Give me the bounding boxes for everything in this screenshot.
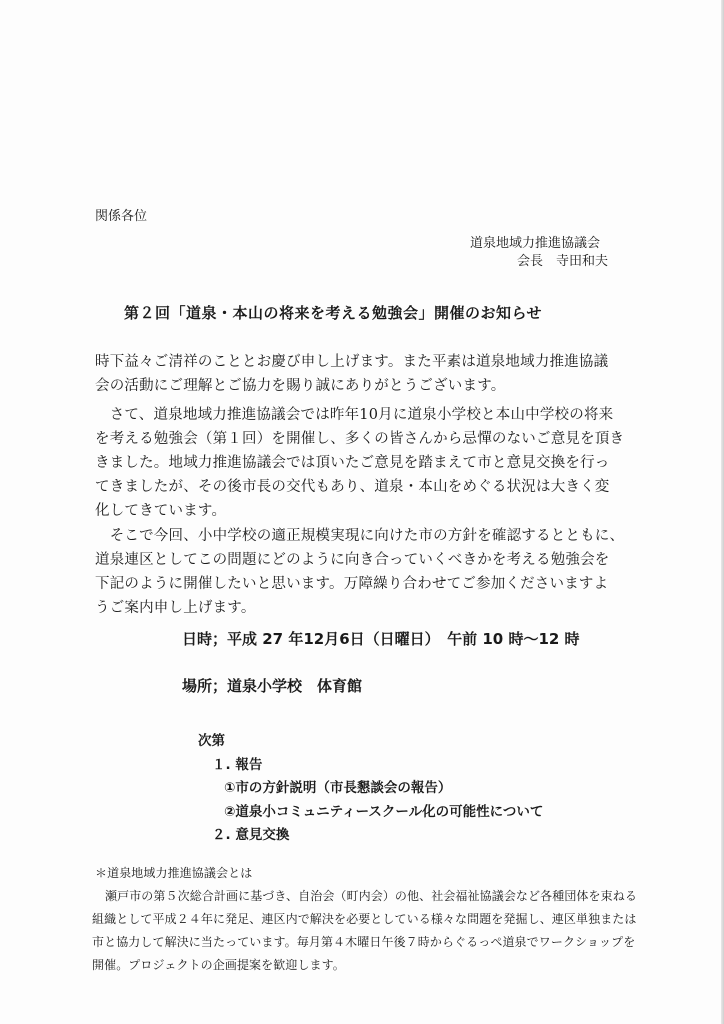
agenda-subitem: ①市の方針説明（市長懇談会の報告） xyxy=(224,780,452,796)
agenda-subitem: ②道泉小コミュニティースクール化の可能性について xyxy=(224,804,544,820)
event-datetime: 日時；平成 27 年12月6日（日曜日） 午前 10 時～12 時 xyxy=(182,630,580,648)
body-line: てきましたが、その後市長の交代もあり、道泉・本山をめぐる状況は大きく変 xyxy=(95,479,610,495)
addressee: 関係各位 xyxy=(95,209,148,224)
agenda-item: ２. 意見交換 xyxy=(212,827,290,843)
body-line: 道泉連区としてこの問題にどのように向き合っていくべきかを考える勉強会を xyxy=(95,552,610,568)
body-line: 下記のように開催したいと思います。万障繰り合わせてご参加くださいますよ xyxy=(95,576,609,592)
body-line: を考える勉強会（第１回）を開催し、多くの皆さんから忌憚のないご意見を頂き xyxy=(95,431,625,447)
president-name: 会長 寺田和夫 xyxy=(517,254,609,269)
footnote-line: 瀬戸市の第５次総合計画に基づき、自治会（町内会）の他、社会福祉協議会など各種団体を束ねる xyxy=(105,889,637,903)
agenda-item: １. 報告 xyxy=(212,757,263,773)
body-line: うご案内申し上げます。 xyxy=(95,600,256,616)
body-line: さて、道泉地域力推進協議会では昨年10月に道泉小学校と本山中学校の将来 xyxy=(95,407,614,423)
organization-name: 道泉地域力推進協議会 xyxy=(470,236,601,251)
body-line: きました。地域力推進協議会では頂いたご意見を踏まえて市と意見交換を行っ xyxy=(95,455,610,471)
footnote-line: 市と協力して解決に当たっています。毎月第４木曜日午後７時からぐるっぺ道泉でワークショップを xyxy=(92,935,636,949)
event-place: 場所；道泉小学校 体育館 xyxy=(182,677,363,695)
agenda-heading: 次第 xyxy=(198,733,225,749)
page-title: 第２回「道泉・本山の将来を考える勉強会」開催のお知らせ xyxy=(124,304,543,322)
body-line: 時下益々ご清祥のこととお慶び申し上げます。また平素は道泉地域力推進協議 xyxy=(95,354,609,370)
footnote-line: 組織として平成２４年に発足、連区内で解決を必要としている様々な問題を発掘し、連区単独または xyxy=(92,912,637,926)
body-line: 会の活動にご理解とご協力を賜り誠にありがとうございます。 xyxy=(95,378,506,394)
footnote-line: 開催。プロジェクトの企画提案を歓迎します。 xyxy=(92,958,345,972)
body-line: そこで今回、小中学校の適正規模実現に向けた市の方針を確認するとともに、 xyxy=(95,528,625,544)
body-line: 化してきています。 xyxy=(95,503,227,519)
footnote-heading: ＊道泉地域力推進協議会とは xyxy=(95,866,253,880)
